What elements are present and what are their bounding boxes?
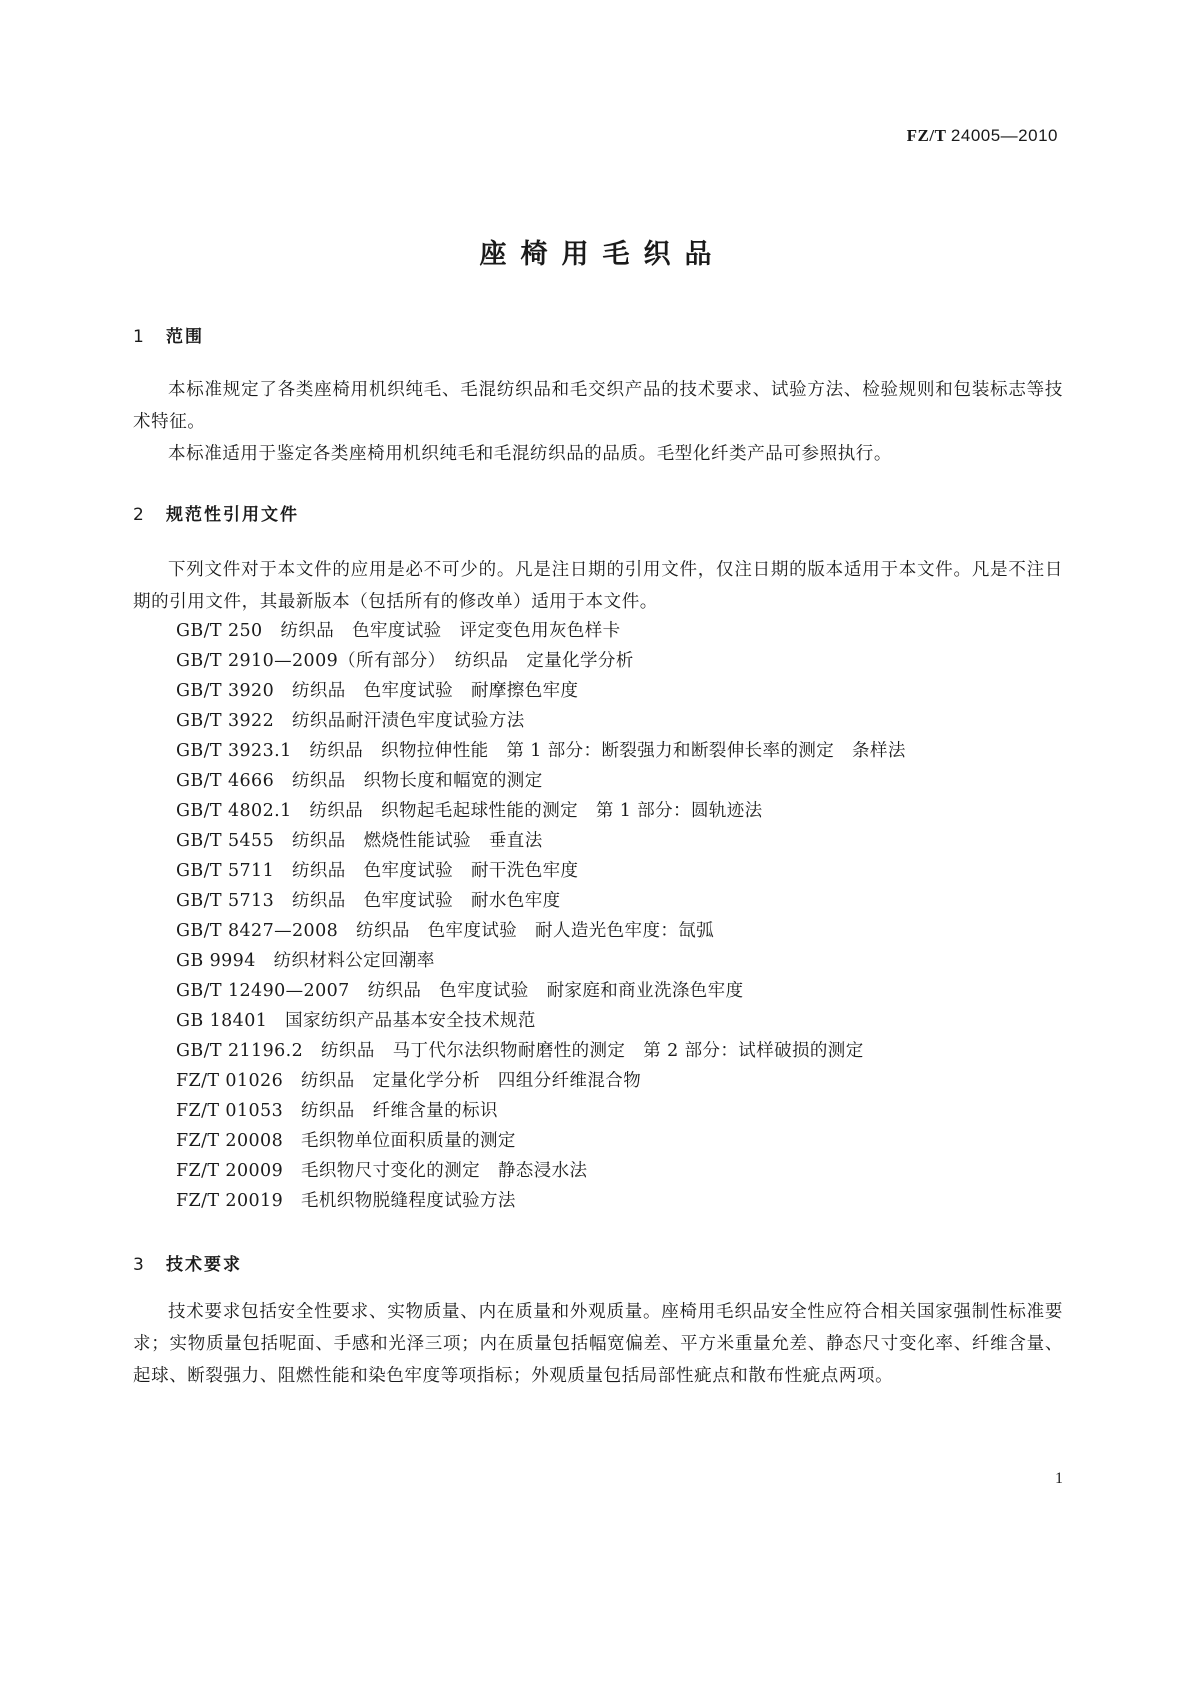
section-title: 范围: [166, 327, 204, 347]
standard-code-number: 24005—2010: [950, 126, 1058, 145]
paragraph: 技术要求包括安全性要求、实物质量、内在质量和外观质量。座椅用毛织品安全性应符合相关国家强制性标准要求；实物质量包括呢面、手感和光泽三项；内在质量包括幅宽偏差、平方米重量允差、静态尺寸变化率、纤维含量、起球、断裂强力、阻燃性能和染色牢度等项指标；外观质量包括局部性疵点和散布性疵点两项。: [133, 1302, 1063, 1386]
reference-item: GB/T 4666 纺织品 织物长度和幅宽的测定: [176, 771, 543, 791]
reference-item: GB/T 250 纺织品 色牢度试验 评定变色用灰色样卡: [176, 621, 621, 641]
section-title: 技术要求: [166, 1255, 242, 1275]
section-2-body: [133, 554, 1063, 618]
reference-item: GB/T 5713 纺织品 色牢度试验 耐水色牢度: [176, 891, 561, 911]
standard-code-prefix: FZ/T: [906, 126, 947, 145]
reference-item: GB/T 3923.1 纺织品 织物拉伸性能 第 1 部分：断裂强力和断裂伸长率的测定 条样法: [176, 741, 906, 761]
page-number: 1: [1055, 1470, 1063, 1487]
reference-item: GB/T 3920 纺织品 色牢度试验 耐摩擦色牢度: [176, 681, 579, 701]
reference-item: GB/T 12490—2007 纺织品 色牢度试验 耐家庭和商业洗涤色牢度: [176, 981, 744, 1001]
reference-item: GB 9994 纺织材料公定回潮率: [176, 951, 435, 971]
reference-item: GB/T 4802.1 纺织品 织物起毛起球性能的测定 第 1 部分：圆轨迹法: [176, 801, 763, 821]
document-title: 座椅用毛织品: [479, 239, 726, 270]
paragraph: 下列文件对于本文件的应用是必不可少的。凡是注日期的引用文件，仅注日期的版本适用于本文件。凡是不注日期的引用文件，其最新版本（包括所有的修改单）适用于本文件。: [133, 560, 1063, 612]
section-number: 2: [133, 505, 146, 525]
section-number: 1: [133, 327, 146, 347]
reference-item: GB/T 21196.2 纺织品 马丁代尔法织物耐磨性的测定 第 2 部分：试样破损的测定: [176, 1041, 864, 1061]
reference-item: FZ/T 01053 纺织品 纤维含量的标识: [176, 1101, 498, 1121]
reference-item: GB/T 5711 纺织品 色牢度试验 耐干洗色牢度: [176, 861, 579, 881]
paragraph: 本标准适用于鉴定各类座椅用机织纯毛和毛混纺织品的品质。毛型化纤类产品可参照执行。: [168, 444, 892, 464]
section-1-body: [133, 374, 1063, 470]
reference-item: GB/T 5455 纺织品 燃烧性能试验 垂直法: [176, 831, 543, 851]
paragraph: 本标准规定了各类座椅用机织纯毛、毛混纺织品和毛交织产品的技术要求、试验方法、检验规则和包装标志等技术特征。: [133, 380, 1063, 432]
section-2-heading: [133, 500, 299, 525]
reference-item: GB/T 8427—2008 纺织品 色牢度试验 耐人造光色牢度：氙弧: [176, 921, 715, 941]
reference-item: FZ/T 20009 毛织物尺寸变化的测定 静态浸水法: [176, 1161, 588, 1181]
section-number: 3: [133, 1255, 146, 1275]
reference-item: GB/T 2910—2009（所有部分） 纺织品 定量化学分析: [176, 651, 634, 671]
section-1-heading: [133, 322, 204, 347]
reference-list: [176, 616, 906, 1216]
section-title: 规范性引用文件: [166, 505, 299, 525]
reference-item: FZ/T 01026 纺织品 定量化学分析 四组分纤维混合物: [176, 1071, 642, 1091]
standard-code: [907, 126, 1058, 146]
reference-item: FZ/T 20019 毛机织物脱缝程度试验方法: [176, 1191, 516, 1211]
reference-item: GB 18401 国家纺织产品基本安全技术规范: [176, 1011, 536, 1031]
section-3-heading: [133, 1250, 242, 1275]
reference-item: FZ/T 20008 毛织物单位面积质量的测定: [176, 1131, 516, 1151]
section-3-body: [133, 1296, 1063, 1392]
reference-item: GB/T 3922 纺织品耐汗渍色牢度试验方法: [176, 711, 525, 731]
